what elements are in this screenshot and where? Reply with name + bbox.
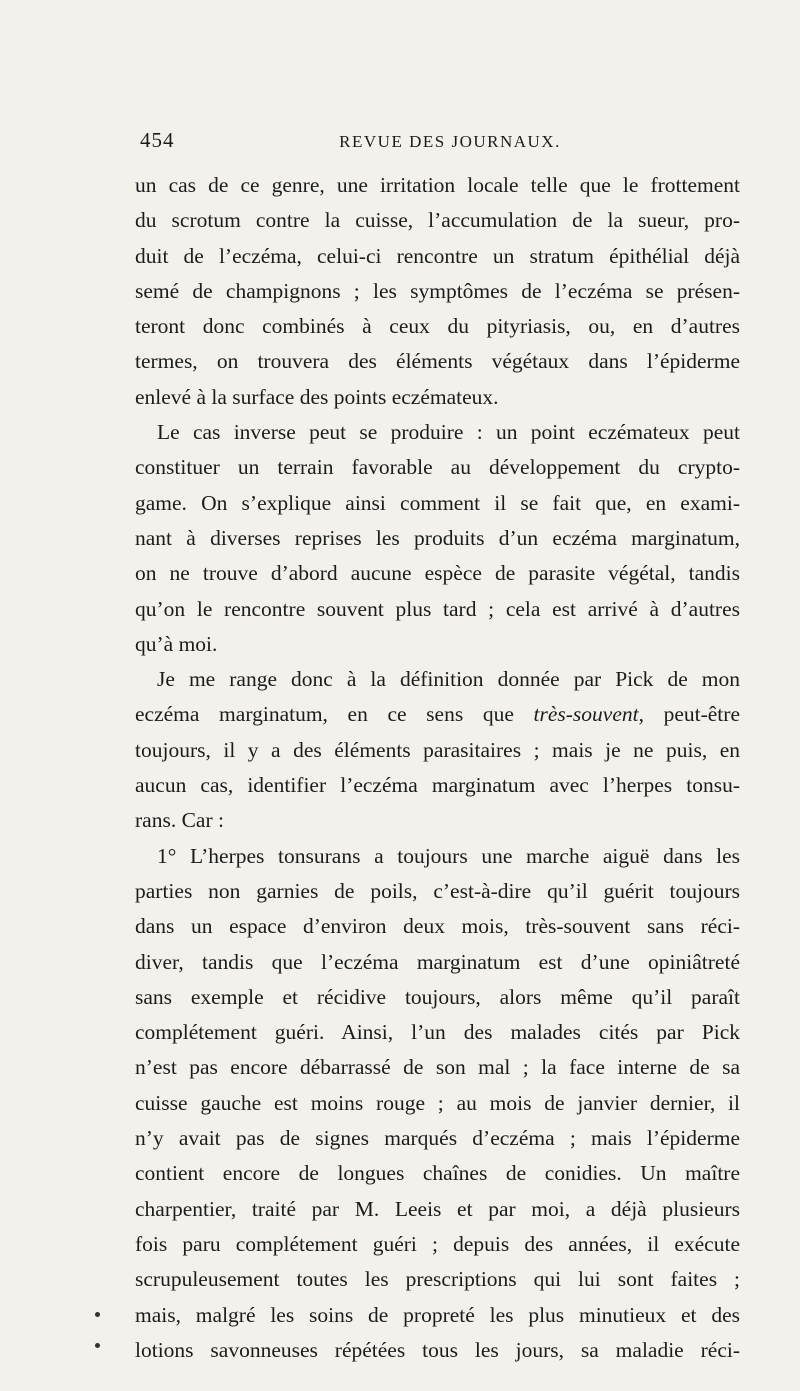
text-line: contient encore de longues chaînes de conidies. Un maître	[135, 1161, 740, 1186]
text-line: du scrotum contre la cuisse, l’accumulation de la sueur, pro-	[135, 208, 740, 233]
text-line: 1° L’herpes tonsurans a toujours une marche aiguë dans les	[157, 843, 740, 868]
text-line: semé de champignons ; les symptômes de l’eczéma se présen-	[135, 278, 740, 303]
text-line: un cas de ce genre, une irritation locale telle que le frottement	[135, 173, 740, 197]
text-line: complétement guéri. Ainsi, l’un des malades cités par Pick	[135, 1020, 740, 1045]
text-line: sans exemple et récidive toujours, alors même qu’il paraît	[135, 984, 740, 1009]
text-line: aucun cas, identifier l’eczéma marginatum avec l’herpes tonsu-	[135, 773, 740, 798]
running-head: REVUE DES JOURNAUX.	[339, 132, 561, 151]
text-line: toujours, il y a des éléments parasitaires ; mais je ne puis, en	[135, 737, 740, 762]
text-line: parties non garnies de poils, c’est-à-dire qu’il guérit toujours	[135, 878, 740, 903]
text-line: constituer un terrain favorable au développement du crypto-	[135, 455, 740, 480]
text-line: Le cas inverse peut se produire : un point eczémateux peut	[157, 420, 740, 445]
text-line: enlevé à la surface des points eczémateux.	[135, 384, 499, 409]
text-line: game. On s’explique ainsi comment il se fait que, en exami-	[135, 490, 740, 515]
emphasis: très-souvent	[533, 702, 639, 727]
page-header	[140, 128, 730, 158]
page-number: 454	[140, 128, 175, 152]
text-line: n’y avait pas de signes marqués d’eczéma ; mais l’épiderme	[135, 1126, 740, 1151]
text-line: cuisse gauche est moins rouge ; au mois de janvier dernier, il	[135, 1090, 740, 1115]
text-line: lotions savonneuses répétées tous les jours, sa maladie réci-	[135, 1337, 740, 1362]
text-line: on ne trouve d’abord aucune espèce de parasite végétal, tandis	[135, 561, 740, 586]
text-line: charpentier, traité par M. Leeis et par moi, a déjà plusieurs	[135, 1196, 740, 1221]
text-line: teront donc combinés à ceux du pityriasis, ou, en d’autres	[135, 314, 740, 339]
text-line: nant à diverses reprises les produits d’un eczéma marginatum,	[135, 525, 740, 550]
text-line: termes, on trouvera des éléments végétaux dans l’épiderme	[135, 349, 740, 374]
margin-marks	[95, 1312, 100, 1374]
text-line: duit de l’eczéma, celui-ci rencontre un stratum épithélial déjà	[135, 243, 740, 268]
text-line: qu’à moi.	[135, 631, 218, 656]
text-line: fois paru complétement guéri ; depuis des années, il exécute	[135, 1231, 740, 1256]
body-text	[135, 168, 740, 1368]
text-line: scrupuleusement toutes les prescriptions qui lui sont faites ;	[135, 1267, 740, 1292]
text-line: Je me range donc à la définition donnée par Pick de mon	[157, 667, 740, 692]
ink-mark	[95, 1312, 100, 1317]
text-line: rans. Car :	[135, 808, 224, 833]
text-line: mais, malgré les soins de propreté les plus minutieux et des	[135, 1302, 740, 1327]
ink-mark	[95, 1343, 100, 1348]
text-line: eczéma marginatum, en ce sens que très-souvent, peut-être	[135, 702, 740, 727]
text-line: dans un espace d’environ deux mois, très-souvent sans réci-	[135, 914, 740, 939]
text-line: n’est pas encore débarrassé de son mal ; la face interne de sa	[135, 1055, 740, 1080]
text-line: qu’on le rencontre souvent plus tard ; cela est arrivé à d’autres	[135, 596, 740, 621]
text-line: diver, tandis que l’eczéma marginatum est d’une opiniâtreté	[135, 949, 740, 974]
